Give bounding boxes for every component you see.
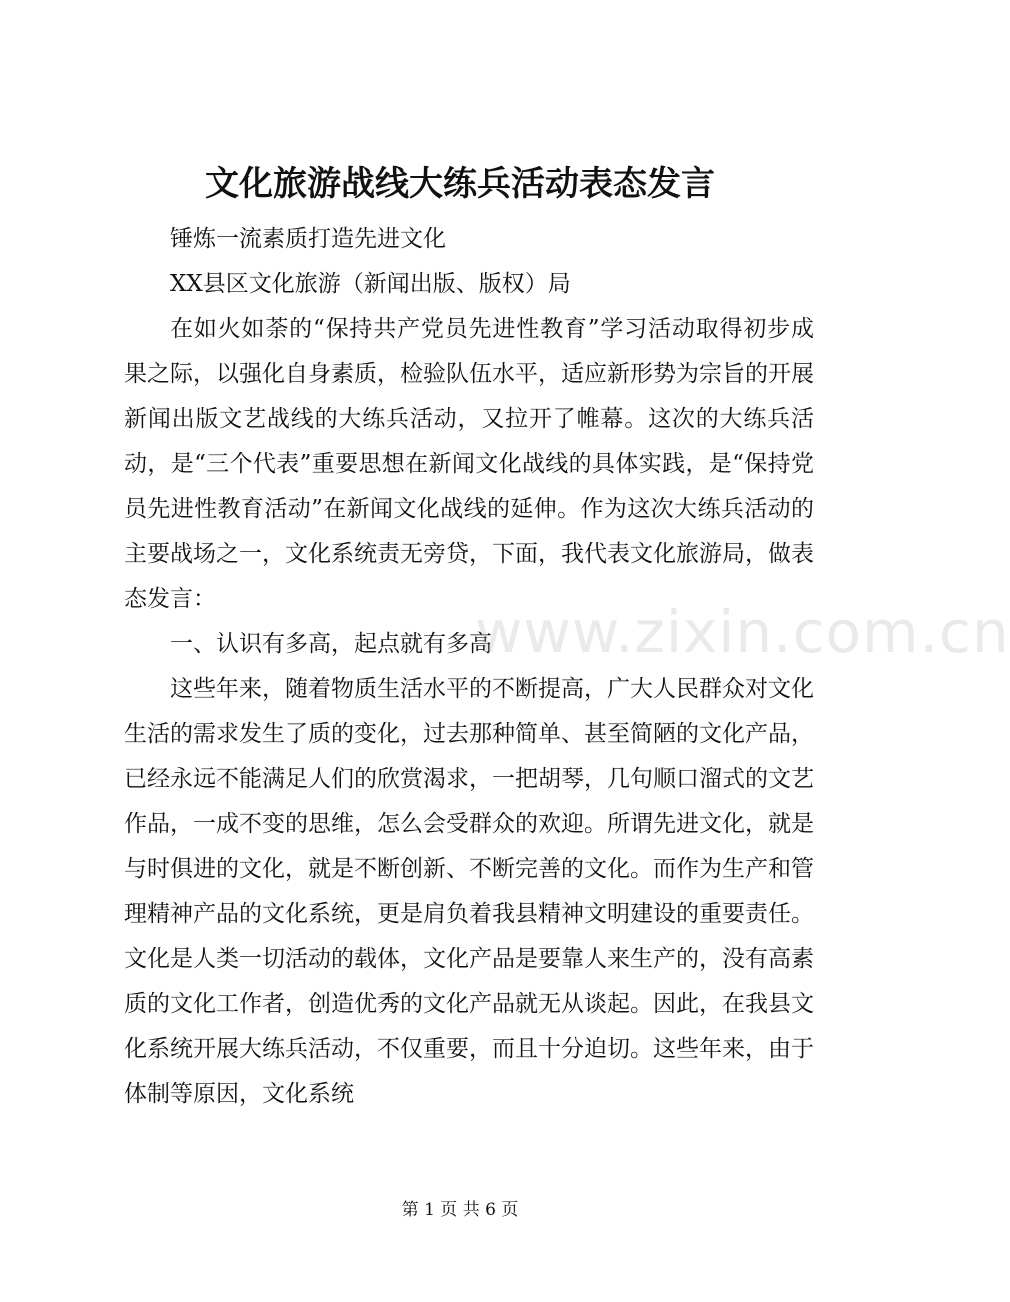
document-title: 文化旅游战线大练兵活动表态发言 xyxy=(205,164,715,204)
document-body xyxy=(124,217,814,1117)
intro-paragraph: 在如火如荼的“保持共产党员先进性教育”学习活动取得初步成果之际，以强化自身素质，检验队伍水平，适应新形势为宗旨的开展新闻出版文艺战线的大练兵活动，又拉开了帷幕。这次的大练兵活动，是“三个代表”重要思想在新闻文化战线的具体实践，是“保持党员先进性教育活动”在新闻文化战线的延伸。作为这次大练兵活动的主要战场之一，文化系统责无旁贷，下面，我代表文化旅游局，做表态发言： xyxy=(124,316,814,612)
page-footer: 第 1 页 共 6 页 xyxy=(401,1200,519,1220)
body-paragraph: 这些年来，随着物质生活水平的不断提高，广大人民群众对文化生活的需求发生了质的变化，过去那种简单、甚至简陋的文化产品，已经永远不能满足人们的欣赏渴求，一把胡琴，几句顺口溜式的文艺作品，一成不变的思维，怎么会受群众的欢迎。所谓先进文化，就是与时俱进的文化，就是不断创新、不断完善的文化。而作为生产和管理精神产品的文化系统，更是肩负着我县精神文明建设的重要责任。文化是人类一切活动的载体，文化产品是要靠人来生产的，没有高素质的文化工作者，创造优秀的文化产品就无从谈起。因此，在我县文化系统开展大练兵活动，不仅重要，而且十分迫切。这些年来，由于体制等原因，文化系统 xyxy=(124,676,814,1107)
watermark: www.zixin.com.cn xyxy=(475,598,1010,666)
author-paragraph: XX县区文化旅游（新闻出版、版权）局 xyxy=(170,271,571,297)
subtitle-paragraph: 锤炼一流素质打造先进文化 xyxy=(170,226,446,252)
section-heading: 一、认识有多高，起点就有多高 xyxy=(170,631,492,657)
